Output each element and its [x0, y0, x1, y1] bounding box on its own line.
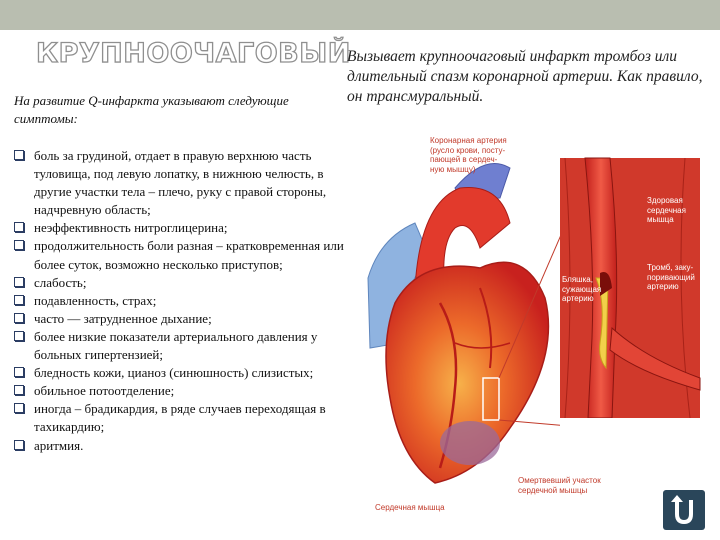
dead-muscle-area — [440, 421, 500, 465]
slide-title: КРУПНООЧАГОВЫЙ — [36, 38, 351, 69]
label-plaque: Бляшка, сужающая артерию — [562, 275, 602, 303]
list-item: слабость; — [14, 274, 362, 292]
label-dead-area: Омертвевший участок сердечной мышцы — [518, 476, 601, 495]
checkbox-bullet-icon — [14, 150, 24, 160]
list-item: часто — затрудненное дыхание; — [14, 310, 362, 328]
checkbox-bullet-icon — [14, 313, 24, 323]
checkbox-bullet-icon — [14, 403, 24, 413]
checkbox-bullet-icon — [14, 367, 24, 377]
return-button[interactable] — [663, 490, 705, 530]
checkbox-bullet-icon — [14, 440, 24, 450]
list-item: бледность кожи, цианоз (синюшность) слизистых; — [14, 364, 362, 382]
heart-diagram-svg — [360, 128, 705, 523]
checkbox-bullet-icon — [14, 222, 24, 232]
list-item: аритмия. — [14, 437, 362, 455]
list-item: более низкие показатели артериального давления у больных гипертензией; — [14, 328, 362, 364]
label-heart-muscle: Сердечная мышца — [375, 503, 445, 512]
checkbox-bullet-icon — [14, 331, 24, 341]
heart-illustration — [360, 128, 705, 523]
list-item: обильное потоотделение; — [14, 382, 362, 400]
symptom-list — [14, 147, 362, 455]
checkbox-bullet-icon — [14, 385, 24, 395]
label-healthy-muscle: Здоровая сердечная мышца — [647, 196, 686, 224]
label-coronary-artery: Коронарная артерия (русло крови, посту- пающей в сердеч- ную мышцу) — [430, 136, 507, 174]
checkbox-bullet-icon — [14, 240, 24, 250]
list-item: продолжительность боли разная – кратковременная или более суток, возможно несколько приступов; — [14, 237, 362, 273]
list-item: боль за грудиной, отдает в правую верхнюю часть туловища, под левую лопатку, в нижнюю челюсть, в другие участки тела – плечо, руку с правой стороны, надчревную область; — [14, 147, 362, 219]
label-thrombus: Тромб, заку- поривающий артерию — [647, 263, 695, 291]
top-bar — [0, 0, 720, 30]
list-item: неэффективность нитроглицерина; — [14, 219, 362, 237]
checkbox-bullet-icon — [14, 295, 24, 305]
list-item: подавленность, страх; — [14, 292, 362, 310]
intro-text: На развитие Q-инфаркта указывают следующие симптомы: — [14, 93, 289, 126]
checkbox-bullet-icon — [14, 277, 24, 287]
return-arrow-icon — [663, 490, 705, 530]
description-text: Вызывает крупноочаговый инфаркт тромбоз или длительный спазм коронарной артерии. Как правило, он трансмуральный. — [347, 48, 703, 105]
list-item: иногда – брадикардия, в ряде случаев переходящая в тахикардию; — [14, 400, 362, 436]
